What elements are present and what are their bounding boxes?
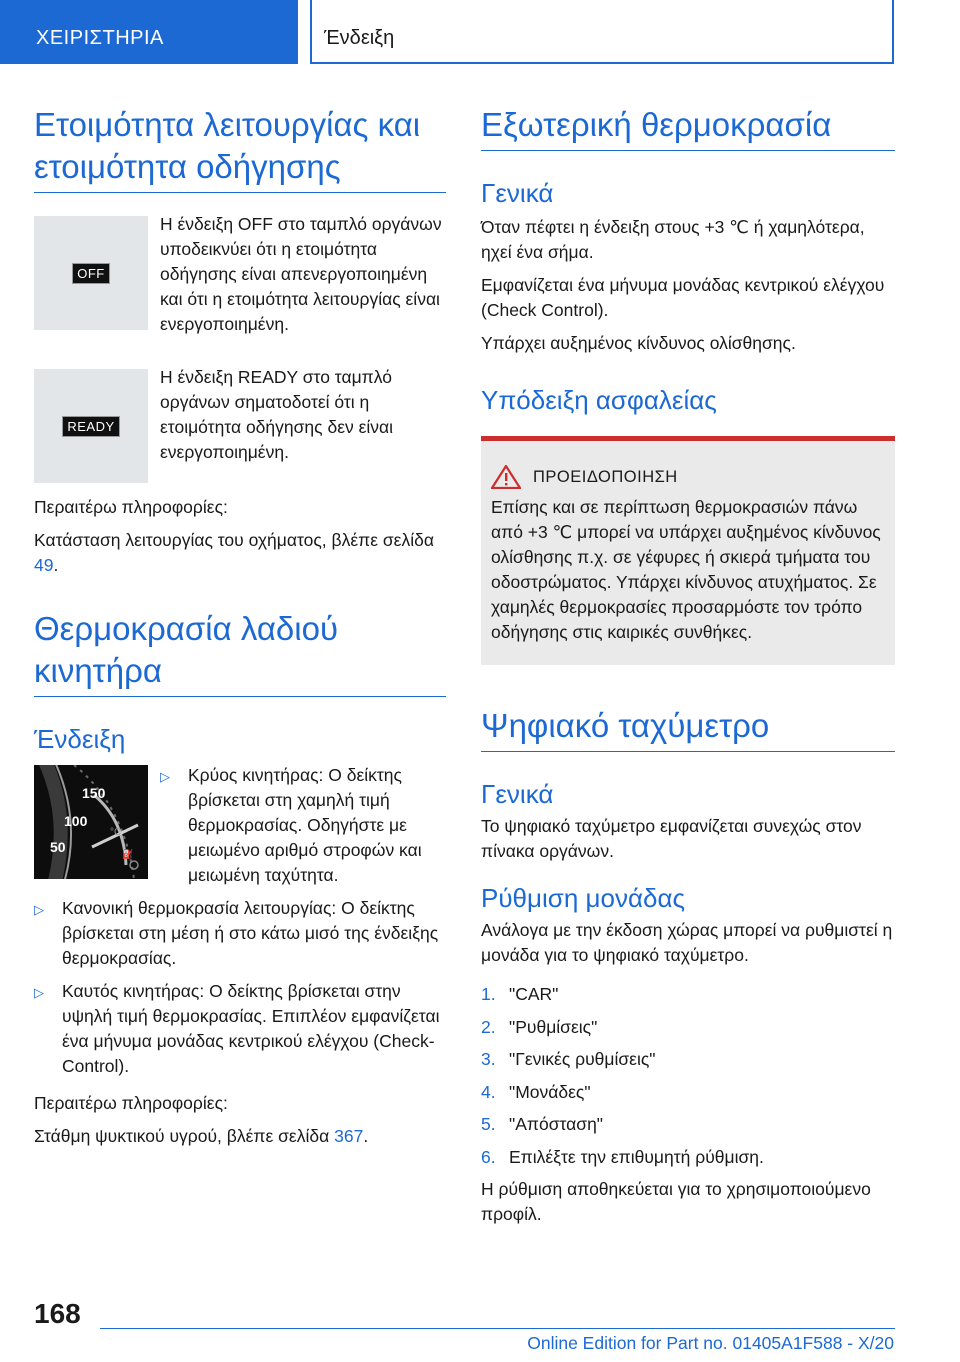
bullet-item-1: [160, 763, 446, 888]
bullet-3-text: Καυτός κινητήρας: Ο δείκτης βρίσκεται στην υψηλή τιμή θερμοκρασίας. Επιπλέον εμφανίζεται ένα μήνυμα μονάδας κεντρικού ελέγχου (Check-Control).: [62, 981, 440, 1076]
left-column: [34, 104, 446, 1149]
subheading-general: Γενικά: [481, 178, 554, 208]
outside-temp-p1: Όταν πέφτει η ένδειξη στους +3 ℃ ή χαμηλότερα, ηχεί ένα σήμα.: [481, 217, 865, 262]
warning-box: [481, 436, 895, 665]
step-number: 1.: [481, 984, 496, 1004]
ref-text-1: Κατάσταση λειτουργίας του οχήματος, βλέπε σελίδα: [34, 530, 434, 550]
topic-tab: Ένδειξη: [310, 0, 894, 64]
subheading-general-2: Γενικά: [481, 779, 554, 809]
ready-label: READY: [62, 416, 119, 437]
bullet-2-text: Κανονική θερμοκρασία λειτουργίας: Ο δείκτης βρίσκεται στη μέση ή στο κάτω μισό της ένδειξης θερμοκρασίας.: [62, 898, 439, 968]
warning-triangle-icon: [491, 465, 521, 489]
ref-link-367[interactable]: 367: [334, 1126, 364, 1146]
step-item: [481, 1015, 895, 1040]
gauge-label-150: 150: [82, 785, 106, 801]
ready-figure-row: [34, 369, 446, 483]
gauge-label-50: 50: [50, 839, 66, 855]
ref-paragraph-1: Κατάσταση λειτουργίας του οχήματος, βλέπε σελίδα 49.: [34, 530, 434, 575]
speedo-p6: Η ρύθμιση αποθηκεύεται για το χρησιμοποιούμενο προφίλ.: [481, 1179, 871, 1224]
step-number: 6.: [481, 1146, 496, 1167]
step-text: "CAR": [509, 984, 559, 1004]
heading-digital-speedo: Ψηφιακό ταχύμετρο: [481, 705, 895, 752]
off-text: Η ένδειξη OFF στο ταμπλό οργάνων υποδεικνύει ότι η ετοιμότητα οδήγησης είναι απενεργοποιημένη και ότι η ετοιμότητα λειτουργίας είναι ενεργοποιημένη.: [160, 214, 442, 334]
ready-display-image: [34, 369, 148, 483]
gauge-figure-row: [34, 765, 446, 888]
svg-text:⛽: ⛽: [122, 849, 134, 859]
step-text: Επιλέξτε την επιθυμητή ρύθμιση.: [509, 1146, 764, 1167]
more-info-1: Περαιτέρω πληροφορίες:: [34, 497, 228, 517]
step-item: [481, 1080, 895, 1105]
off-label: OFF: [72, 263, 110, 284]
warning-title: ΠΡΟΕΙΔΟΠΟΙΗΣΗ: [533, 467, 678, 486]
step-item: [481, 1145, 895, 1170]
speedo-p4: Το ψηφιακό ταχύμετρο εμφανίζεται συνεχώς στον πίνακα οργάνων.: [481, 816, 862, 861]
bullet-item-2: [34, 896, 446, 971]
svg-text:°C: °C: [110, 827, 122, 838]
warning-text: Επίσης και σε περίπτωση θερμοκρασιών πάνω από +3 ℃ μπορεί να υπάρχει αυξημένος κίνδυνος ολίσθησης π.χ. σε γέφυρες ή σκιερά τμήματα του οδοστρώματος. Υπάρχει κίνδυνος ατυχήματος. Σε χαμηλές θερμοκρασίες προσαρμόστε τον τρόπο οδήγησης στις καιρικές συνθήκες.: [491, 497, 881, 642]
step-text: "Γενικές ρυθμίσεις": [509, 1049, 656, 1069]
off-display-image: [34, 216, 148, 330]
ready-text: Η ένδειξη READY στο ταμπλό οργάνων σηματοδοτεί ότι η ετοιμότητα οδήγησης δεν είναι ενεργοποιημένη.: [160, 367, 394, 462]
bullet-1-wrap: [160, 765, 446, 888]
footer-divider: [100, 1328, 895, 1329]
step-text: "Ρυθμίσεις": [509, 1016, 598, 1037]
step-item: [481, 982, 895, 1007]
heading-readiness: Ετοιμότητα λειτουργίας και ετοιμότητα οδήγησης: [34, 104, 446, 193]
step-item: [481, 1047, 895, 1072]
subheading-unit: Ρύθμιση μονάδας: [481, 883, 686, 913]
outside-temp-p3: Υπάρχει αυξημένος κίνδυνος ολίσθησης.: [481, 333, 796, 353]
outside-temp-p2: Εμφανίζεται ένα μήνυμα μονάδας κεντρικού ελέγχου (Check Control).: [481, 275, 885, 320]
heading-outside-temp: Εξωτερική θερμοκρασία: [481, 104, 895, 151]
step-number: 5.: [481, 1114, 496, 1134]
step-number: 4.: [481, 1081, 496, 1102]
page-number: 168: [34, 1298, 81, 1329]
subheading-display: Ένδειξη: [34, 724, 126, 754]
speedo-p5: Ανάλογα με την έκδοση χώρας μπορεί να ρυθμιστεί η μονάδα για το ψηφιακό ταχύμετρο.: [481, 920, 893, 965]
bullet-1-text: Κρύος κινητήρας: Ο δείκτης βρίσκεται στη χαμηλή τιμή θερμοκρασίας. Οδηγήστε με μειωμένο αριθμό στροφών και μειωμένη ταχύτητα.: [188, 765, 422, 885]
steps-list: [481, 982, 895, 1170]
off-figure-row: [34, 216, 446, 337]
ref-paragraph-2: Στάθμη ψυκτικού υγρού, βλέπε σελίδα 367.: [34, 1126, 369, 1146]
subheading-safety: Υπόδειξη ασφαλείας: [481, 385, 717, 415]
more-info-2: Περαιτέρω πληροφορίες:: [34, 1093, 228, 1113]
step-text: "Απόσταση": [509, 1114, 604, 1134]
warning-title-row: [491, 465, 885, 489]
section-tab: ΧΕΙΡΙΣΤΗΡΙΑ: [0, 0, 298, 64]
bullet-item-3: [34, 979, 446, 1079]
oil-gauge-image: [34, 765, 148, 879]
gauge-icon: [34, 765, 148, 879]
triangle-bullet-icon: ▷: [160, 769, 170, 784]
step-number: 2.: [481, 1016, 496, 1037]
step-item: [481, 1112, 895, 1137]
ref-link-49[interactable]: 49: [34, 555, 54, 575]
triangle-bullet-icon: ▷: [34, 985, 44, 1000]
footer-edition: Online Edition for Part no. 01405A1F588 - X/20: [527, 1333, 894, 1353]
step-text: "Μονάδες": [509, 1081, 591, 1102]
right-column: [481, 104, 895, 1227]
ref-text-2: Στάθμη ψυκτικού υγρού, βλέπε σελίδα: [34, 1126, 330, 1146]
gauge-label-100: 100: [64, 813, 88, 829]
step-number: 3.: [481, 1049, 496, 1069]
heading-oil-temp: Θερμοκρασία λαδιού κινητήρα: [34, 608, 446, 697]
triangle-bullet-icon: ▷: [34, 902, 44, 917]
